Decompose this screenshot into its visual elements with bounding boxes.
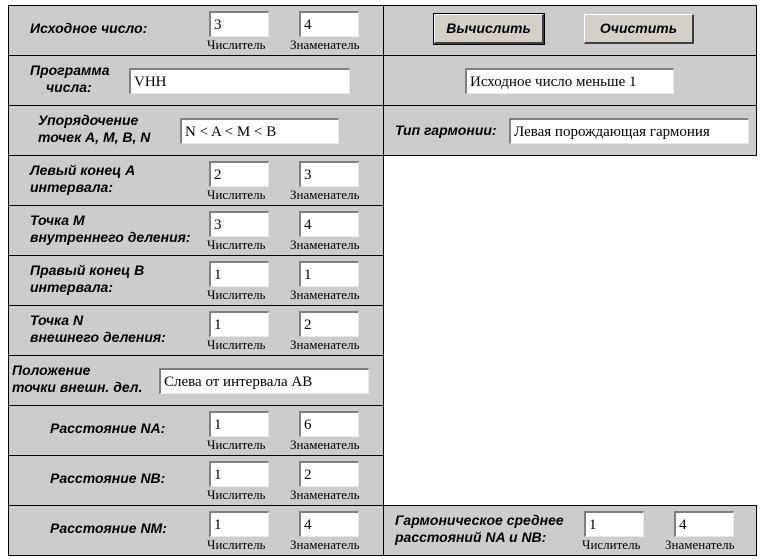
denominator-caption: Знаменатель [290,237,360,252]
point-n-label-line1: Точка N [30,312,84,328]
calculate-button[interactable]: Вычислить [434,14,544,44]
harmony-input[interactable]: Левая порождающая гармония [509,118,749,144]
denominator-caption: Знаменатель [290,537,360,552]
dist-nm-numerator-input[interactable]: 1 [209,511,269,537]
harmonic-mean-denominator-input[interactable]: 4 [674,511,734,537]
dist-na-label: Расстояние NA: [50,420,166,436]
dist-nb-numerator-input[interactable]: 1 [209,461,269,487]
denominator-caption: Знаменатель [665,537,735,552]
left-end-numerator-input[interactable]: 2 [209,161,269,187]
numerator-caption: Числитель [582,537,641,552]
numerator-caption: Числитель [207,437,266,452]
harmonic-mean-numerator-input[interactable]: 1 [584,511,644,537]
numerator-caption: Числитель [207,287,266,302]
denominator-caption: Знаменатель [290,287,360,302]
ordering-label-line2: точек A, M, B, N [38,129,151,145]
program-input[interactable]: VHH [129,68,350,94]
source-number-denominator-input[interactable]: 4 [299,11,359,37]
denominator-caption: Знаменатель [290,37,360,52]
left-end-denominator-input[interactable]: 3 [299,161,359,187]
point-m-numerator-input[interactable]: 3 [209,211,269,237]
dist-nm-denominator-input[interactable]: 4 [299,511,359,537]
numerator-caption: Числитель [207,337,266,352]
point-n-label-line2: внешнего деления: [30,329,166,345]
ordering-label-line1: Упорядочение [38,112,139,128]
source-number-numerator-input[interactable]: 3 [209,11,269,37]
dist-na-denominator-input[interactable]: 6 [299,411,359,437]
clear-button[interactable]: Очистить [584,14,694,44]
point-m-label-line1: Точка M [30,212,85,228]
left-end-label-line2: интервала: [30,179,113,195]
numerator-caption: Числитель [207,37,266,52]
position-label-line1: Положение [12,362,91,378]
denominator-caption: Знаменатель [290,487,360,502]
source-number-label: Исходное число: [30,20,148,36]
right-end-denominator-input[interactable]: 1 [299,261,359,287]
status-message-field: Исходное число меньше 1 [465,68,674,94]
dist-nb-label: Расстояние NB: [50,470,166,486]
position-label-line2: точки внешн. дел. [12,379,143,395]
point-n-numerator-input[interactable]: 1 [209,311,269,337]
program-label-line2: числа: [46,79,92,95]
ordering-input[interactable]: N < A < M < B [180,118,339,144]
numerator-caption: Числитель [207,237,266,252]
denominator-caption: Знаменатель [290,187,360,202]
position-input[interactable]: Слева от интервала AB [159,368,369,394]
point-m-denominator-input[interactable]: 4 [299,211,359,237]
right-end-numerator-input[interactable]: 1 [209,261,269,287]
denominator-caption: Знаменатель [290,437,360,452]
point-n-denominator-input[interactable]: 2 [299,311,359,337]
dist-nb-denominator-input[interactable]: 2 [299,461,359,487]
dist-na-numerator-input[interactable]: 1 [209,411,269,437]
harmony-label: Тип гармонии: [395,122,497,138]
right-end-label-line1: Правый конец B [30,262,145,278]
harmonic-mean-label-line1: Гармоническое среднее [395,512,564,528]
program-label-line1: Программа [30,62,110,78]
numerator-caption: Числитель [207,537,266,552]
denominator-caption: Знаменатель [290,337,360,352]
dist-nm-label: Расстояние NM: [50,520,167,536]
numerator-caption: Числитель [207,487,266,502]
harmonic-mean-label-line2: расстояний NA и NB: [395,529,547,545]
point-m-label-line2: внутреннего деления: [30,229,191,245]
right-end-label-line2: интервала: [30,279,113,295]
numerator-caption: Числитель [207,187,266,202]
left-end-label-line1: Левый конец A [30,162,136,178]
